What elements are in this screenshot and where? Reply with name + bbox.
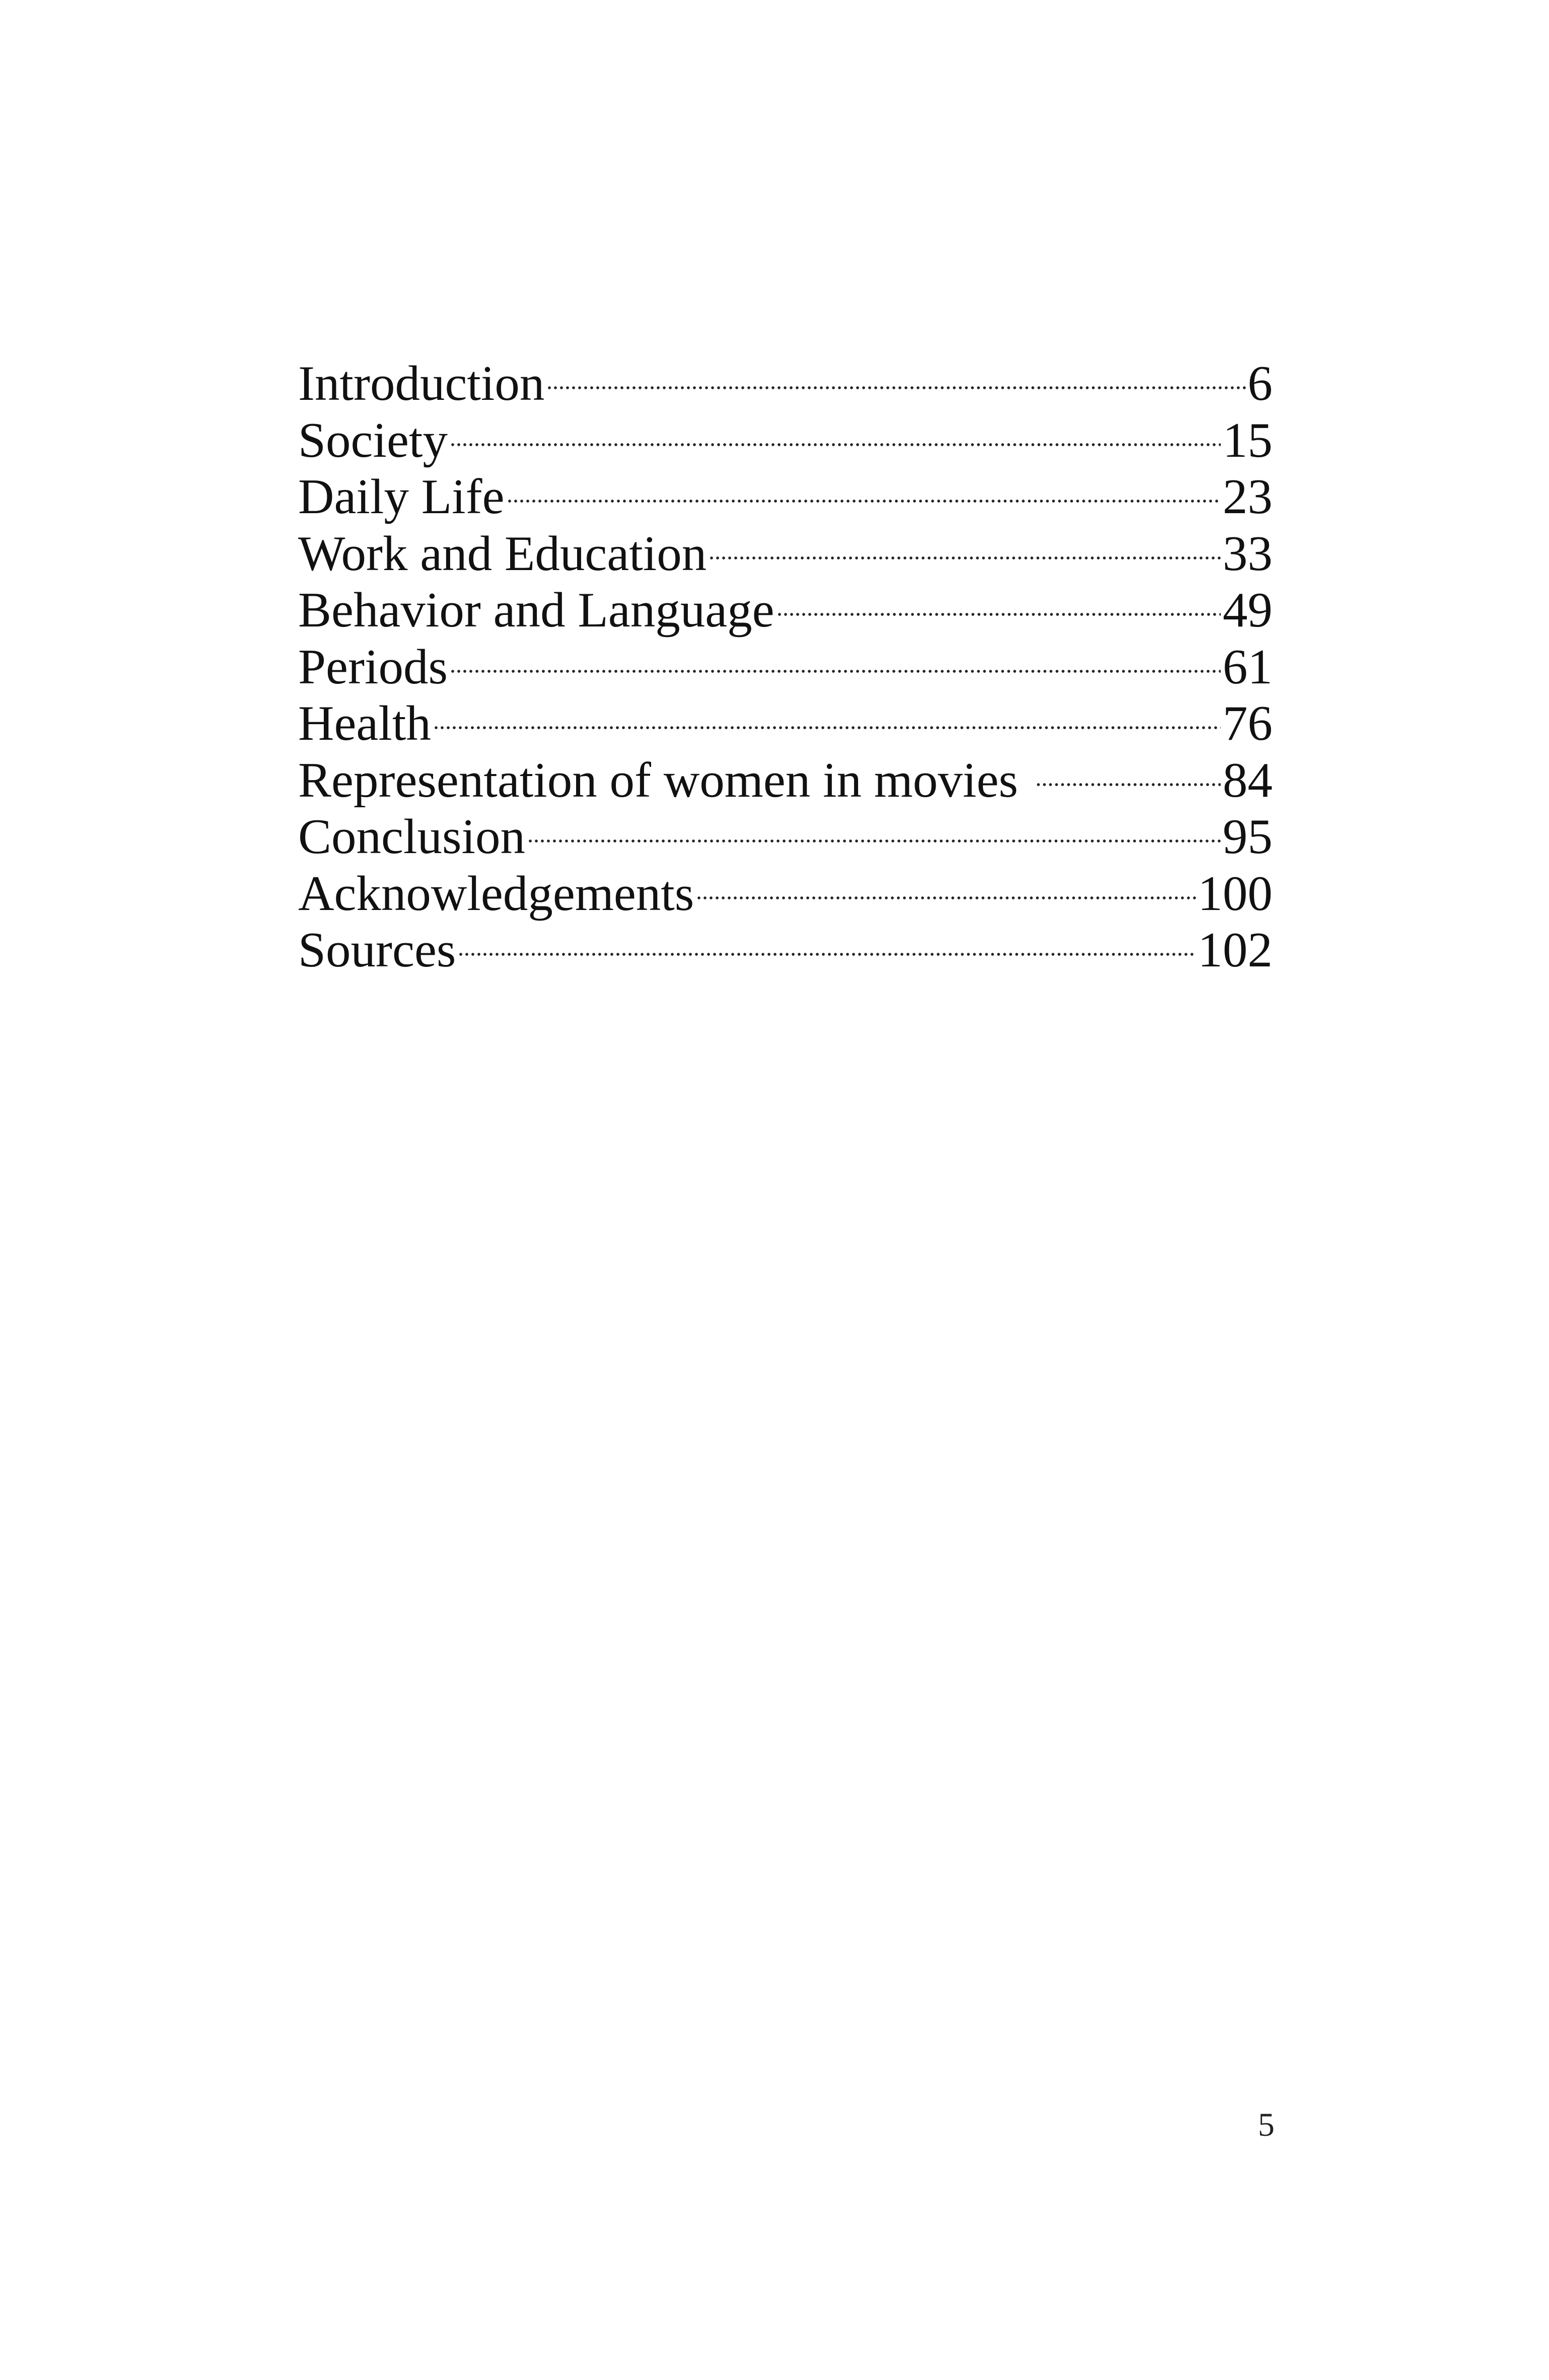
toc-entry-representation-of-women-in-movies — [298, 752, 1273, 809]
dot-leader — [527, 839, 1221, 843]
dot-leader — [546, 386, 1245, 390]
toc-entry-page: 61 — [1223, 639, 1273, 694]
toc-entry-society — [298, 412, 1273, 469]
dot-leader — [709, 556, 1221, 560]
toc-entry-acknowledgements — [298, 866, 1273, 923]
toc-entry-page: 6 — [1247, 356, 1273, 411]
table-of-contents — [298, 356, 1273, 979]
dot-leader — [450, 443, 1221, 447]
toc-entry-title: Behavior and Language — [298, 583, 774, 638]
toc-entry-page: 76 — [1223, 696, 1273, 751]
dot-leader — [696, 896, 1195, 900]
toc-entry-health — [298, 695, 1273, 752]
toc-entry-daily-life — [298, 469, 1273, 526]
toc-entry-title: Acknowledgements — [298, 866, 694, 921]
toc-entry-page: 102 — [1198, 923, 1273, 977]
toc-entry-sources — [298, 922, 1273, 979]
toc-entry-title: Representation of women in movies — [298, 752, 1018, 808]
toc-entry-periods — [298, 639, 1273, 696]
toc-entry-title: Work and Education — [298, 526, 707, 581]
dot-leader — [507, 499, 1221, 503]
toc-entry-page: 15 — [1223, 412, 1273, 468]
toc-entry-title: Periods — [298, 639, 448, 694]
dot-leader — [458, 952, 1195, 956]
page-number: 5 — [1258, 2107, 1275, 2143]
toc-entry-title: Society — [298, 412, 448, 468]
toc-entry-page: 95 — [1223, 809, 1273, 864]
toc-entry-title: Daily Life — [298, 469, 505, 524]
toc-entry-introduction — [298, 356, 1273, 412]
toc-entry-title: Sources — [298, 923, 456, 977]
toc-entry-conclusion — [298, 809, 1273, 866]
dot-leader — [777, 612, 1221, 616]
toc-entry-work-and-education — [298, 526, 1273, 583]
toc-entry-page: 49 — [1223, 583, 1273, 638]
toc-entry-page: 100 — [1198, 866, 1273, 921]
toc-entry-page: 84 — [1223, 752, 1273, 808]
dot-leader — [450, 669, 1221, 673]
dot-leader — [1035, 783, 1221, 787]
dot-leader — [433, 726, 1221, 730]
toc-entry-title: Introduction — [298, 356, 545, 411]
toc-entry-title: Conclusion — [298, 809, 526, 864]
toc-entry-page: 23 — [1223, 469, 1273, 524]
toc-entry-title: Health — [298, 696, 431, 751]
toc-entry-page: 33 — [1223, 526, 1273, 581]
toc-entry-behavior-and-language — [298, 582, 1273, 639]
